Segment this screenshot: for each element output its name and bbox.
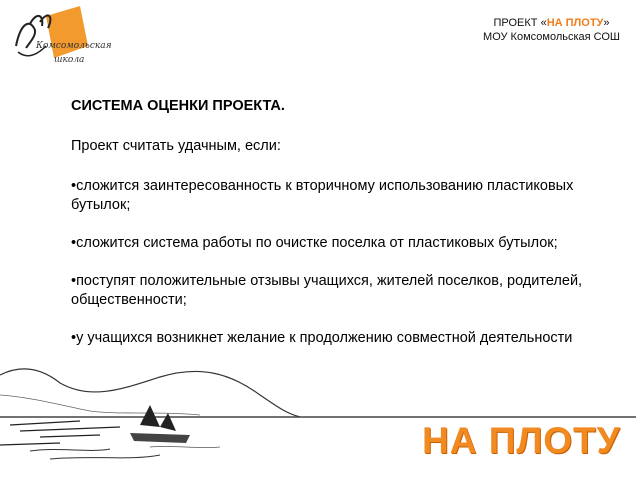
logo-text-line1: Комсомольская [36, 41, 112, 51]
school-logo [8, 6, 128, 78]
main-content [71, 97, 616, 367]
intro-text: Проект считать удачным, если: [71, 138, 281, 154]
page-title: СИСТЕМА ОЦЕНКИ ПРОЕКТА. [71, 98, 285, 114]
project-title [483, 16, 620, 30]
project-name: НА ПЛОТУ [546, 17, 604, 29]
project-suffix: » [603, 17, 610, 29]
brand-title: НА ПЛОТУ [422, 420, 621, 461]
school-name: МОУ Комсомольская СОШ [483, 31, 620, 43]
list-item: •сложится заинтересованность к вторичному использованию пластиковых бутылок; [71, 178, 574, 213]
list-item: •сложится система работы по очистке поселка от пластиковых бутылок; [71, 235, 558, 251]
logo-text-line2: школа [54, 55, 85, 65]
header [483, 16, 620, 44]
list-item: •у учащихся возникнет желание к продолжению совместной деятельности [71, 330, 573, 346]
project-prefix: ПРОЕКТ « [493, 17, 547, 29]
raft-icon [140, 405, 176, 431]
list-item: •поступят положительные отзывы учащихся, жителей поселков, родителей, общественности; [71, 273, 583, 308]
